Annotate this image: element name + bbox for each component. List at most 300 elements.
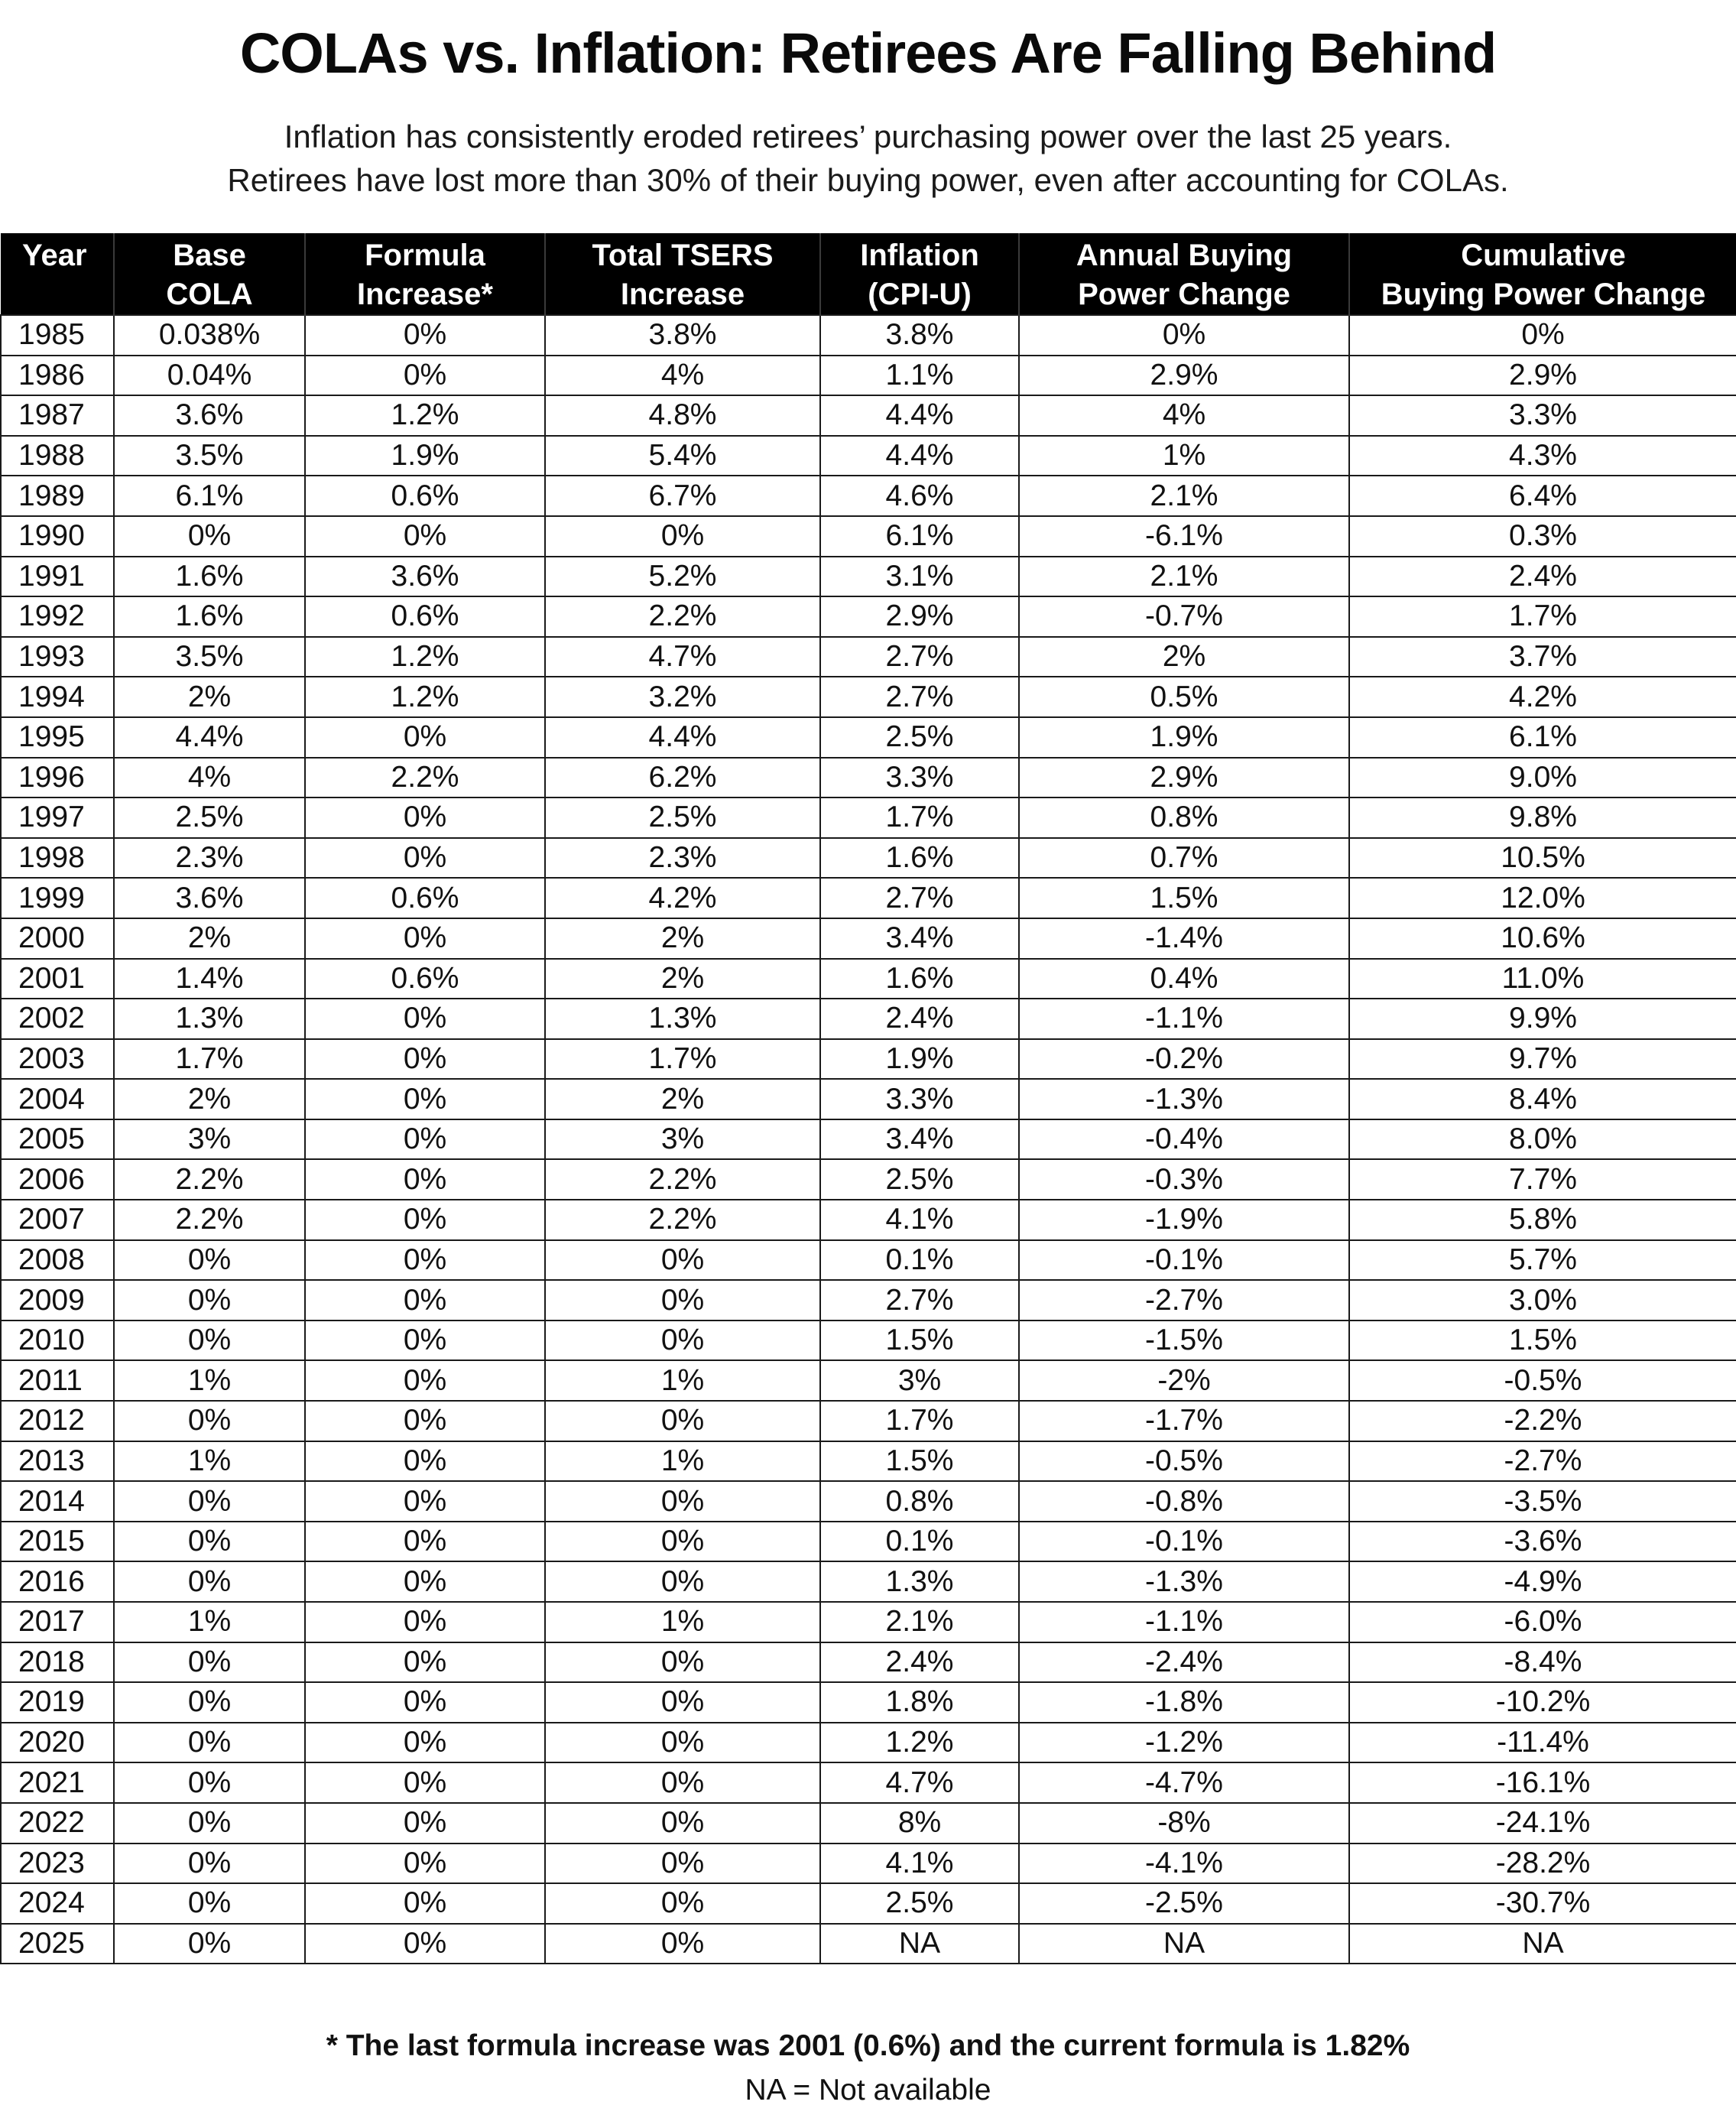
cell-inflation-cpi-u: 1.2% (820, 1723, 1019, 1763)
cell-inflation-cpi-u: 1.5% (820, 1321, 1019, 1361)
cell-formula-increase: 1.9% (305, 436, 545, 476)
cell-base-cola: 0% (114, 1561, 305, 1602)
cell-cumulative-buying-power-change: 4.3% (1349, 436, 1736, 476)
cell-total-tsers-increase: 4% (545, 356, 820, 396)
cell-inflation-cpi-u: 1.9% (820, 1039, 1019, 1080)
cell-annual-buying-power-change: -0.1% (1019, 1522, 1349, 1562)
cell-year: 1997 (1, 797, 114, 838)
cell-inflation-cpi-u: 0.1% (820, 1240, 1019, 1281)
cell-cumulative-buying-power-change: 12.0% (1349, 878, 1736, 918)
cell-base-cola: 0% (114, 1642, 305, 1683)
cell-cumulative-buying-power-change: 6.4% (1349, 476, 1736, 516)
cell-year: 2024 (1, 1883, 114, 1924)
cell-total-tsers-increase: 3.2% (545, 677, 820, 717)
cell-inflation-cpi-u: 4.4% (820, 436, 1019, 476)
cell-base-cola: 0% (114, 1883, 305, 1924)
cell-base-cola: 0% (114, 1280, 305, 1321)
cell-total-tsers-increase: 2% (545, 918, 820, 959)
table-row (1, 1200, 1736, 1240)
na-footnote: NA = Not available (745, 2074, 991, 2107)
table-row (1, 1280, 1736, 1321)
cell-total-tsers-increase: 0% (545, 1321, 820, 1361)
cell-year: 1986 (1, 356, 114, 396)
cell-base-cola: 1% (114, 1360, 305, 1401)
table-row (1, 1119, 1736, 1160)
cell-base-cola: 0% (114, 1762, 305, 1803)
cell-total-tsers-increase: 0% (545, 1401, 820, 1441)
cell-base-cola: 3% (114, 1119, 305, 1160)
cell-cumulative-buying-power-change: 8.0% (1349, 1119, 1736, 1160)
cell-annual-buying-power-change: 1.5% (1019, 878, 1349, 918)
column-header-inflation-cpi-u (820, 233, 1019, 315)
cell-inflation-cpi-u: 2.1% (820, 1602, 1019, 1642)
cell-year: 2008 (1, 1240, 114, 1281)
cell-annual-buying-power-change: -4.7% (1019, 1762, 1349, 1803)
subtitle-line-1: Inflation has consistently eroded retirees’ purchasing power over the last 25 years. (284, 119, 1452, 154)
cell-total-tsers-increase: 1% (545, 1602, 820, 1642)
column-header-line-2: COLA (166, 278, 253, 311)
cell-cumulative-buying-power-change: -16.1% (1349, 1762, 1736, 1803)
cell-base-cola: 3.6% (114, 878, 305, 918)
cell-base-cola: 0% (114, 1321, 305, 1361)
cell-cumulative-buying-power-change: 0.3% (1349, 516, 1736, 557)
cell-base-cola: 3.5% (114, 637, 305, 677)
cell-inflation-cpi-u: 1.8% (820, 1682, 1019, 1723)
cell-year: 1987 (1, 395, 114, 436)
cell-cumulative-buying-power-change: 5.8% (1349, 1200, 1736, 1240)
cell-inflation-cpi-u: 1.6% (820, 838, 1019, 879)
cell-base-cola: 3.6% (114, 395, 305, 436)
table-row (1, 838, 1736, 879)
cell-cumulative-buying-power-change: -8.4% (1349, 1642, 1736, 1683)
table-row (1, 1360, 1736, 1401)
cell-total-tsers-increase: 3.8% (545, 315, 820, 356)
cell-inflation-cpi-u: 2.5% (820, 717, 1019, 758)
column-header-cumulative-buying-power-change (1349, 233, 1736, 315)
cell-base-cola: 3.5% (114, 436, 305, 476)
column-header-line-2: (CPI-U) (868, 278, 972, 311)
table-row (1, 1481, 1736, 1522)
cell-total-tsers-increase: 2.5% (545, 797, 820, 838)
cell-total-tsers-increase: 2.2% (545, 596, 820, 637)
column-header-line-1: Cumulative (1461, 239, 1626, 272)
cell-base-cola: 2% (114, 677, 305, 717)
column-header-total-tsers-increase (545, 233, 820, 315)
cell-formula-increase: 0% (305, 1883, 545, 1924)
cell-total-tsers-increase: 2% (545, 1079, 820, 1119)
cell-cumulative-buying-power-change: -30.7% (1349, 1883, 1736, 1924)
cell-total-tsers-increase: 0% (545, 516, 820, 557)
cell-inflation-cpi-u: 3.4% (820, 918, 1019, 959)
cell-inflation-cpi-u: 2.5% (820, 1883, 1019, 1924)
cell-base-cola: 1.6% (114, 596, 305, 637)
table-row (1, 557, 1736, 597)
cell-total-tsers-increase: 1.3% (545, 999, 820, 1039)
cell-formula-increase: 0% (305, 1039, 545, 1080)
cell-cumulative-buying-power-change: -3.5% (1349, 1481, 1736, 1522)
cell-total-tsers-increase: 0% (545, 1280, 820, 1321)
cell-cumulative-buying-power-change: -0.5% (1349, 1360, 1736, 1401)
cell-inflation-cpi-u: 1.3% (820, 1561, 1019, 1602)
cell-cumulative-buying-power-change: 1.7% (1349, 596, 1736, 637)
cell-base-cola: 1.3% (114, 999, 305, 1039)
table-row (1, 1924, 1736, 1964)
cell-annual-buying-power-change: -1.9% (1019, 1200, 1349, 1240)
cell-annual-buying-power-change: -1.7% (1019, 1401, 1349, 1441)
cell-inflation-cpi-u: 2.4% (820, 1642, 1019, 1683)
cell-total-tsers-increase: 6.7% (545, 476, 820, 516)
table-row (1, 596, 1736, 637)
cell-annual-buying-power-change: 0.4% (1019, 959, 1349, 999)
table-row (1, 637, 1736, 677)
cell-cumulative-buying-power-change: 9.9% (1349, 999, 1736, 1039)
cell-formula-increase: 0% (305, 1602, 545, 1642)
cell-formula-increase: 0% (305, 1642, 545, 1683)
cell-annual-buying-power-change: -0.8% (1019, 1481, 1349, 1522)
cell-base-cola: 4.4% (114, 717, 305, 758)
cell-formula-increase: 0% (305, 797, 545, 838)
cell-inflation-cpi-u: 3.4% (820, 1119, 1019, 1160)
cell-annual-buying-power-change: -0.3% (1019, 1159, 1349, 1200)
cell-inflation-cpi-u: 2.9% (820, 596, 1019, 637)
column-header-line-2: Power Change (1078, 278, 1290, 311)
cell-inflation-cpi-u: 2.4% (820, 999, 1019, 1039)
cell-total-tsers-increase: 0% (545, 1642, 820, 1683)
cell-formula-increase: 0% (305, 1682, 545, 1723)
column-header-line-1: Annual Buying (1076, 239, 1293, 272)
table-row (1, 516, 1736, 557)
cell-total-tsers-increase: 0% (545, 1883, 820, 1924)
cell-year: 1993 (1, 637, 114, 677)
cell-inflation-cpi-u: 1.6% (820, 959, 1019, 999)
cell-year: 2015 (1, 1522, 114, 1562)
cell-annual-buying-power-change: -0.7% (1019, 596, 1349, 637)
cell-year: 1988 (1, 436, 114, 476)
cell-cumulative-buying-power-change: 3.7% (1349, 637, 1736, 677)
table-row (1, 1321, 1736, 1361)
cell-year: 1996 (1, 758, 114, 798)
cell-formula-increase: 0% (305, 1321, 545, 1361)
cell-base-cola: 0% (114, 1401, 305, 1441)
cell-formula-increase: 0% (305, 1924, 545, 1964)
cell-year: 2006 (1, 1159, 114, 1200)
table-row (1, 1401, 1736, 1441)
cell-cumulative-buying-power-change: 0% (1349, 315, 1736, 356)
cell-cumulative-buying-power-change: 3.3% (1349, 395, 1736, 436)
cell-inflation-cpi-u: 2.7% (820, 637, 1019, 677)
cell-annual-buying-power-change: -1.1% (1019, 999, 1349, 1039)
cell-inflation-cpi-u: 8% (820, 1803, 1019, 1844)
cell-year: 2019 (1, 1682, 114, 1723)
cell-formula-increase: 0% (305, 1803, 545, 1844)
cell-annual-buying-power-change: 0.5% (1019, 677, 1349, 717)
cell-inflation-cpi-u: 1.7% (820, 1401, 1019, 1441)
table-row (1, 1039, 1736, 1080)
cell-base-cola: 2.2% (114, 1200, 305, 1240)
cell-year: 2016 (1, 1561, 114, 1602)
cell-annual-buying-power-change: -1.3% (1019, 1079, 1349, 1119)
cell-formula-increase: 0% (305, 356, 545, 396)
cell-cumulative-buying-power-change: 9.0% (1349, 758, 1736, 798)
cell-inflation-cpi-u: 4.4% (820, 395, 1019, 436)
cell-total-tsers-increase: 0% (545, 1682, 820, 1723)
cell-cumulative-buying-power-change: 10.5% (1349, 838, 1736, 879)
cell-annual-buying-power-change: 4% (1019, 395, 1349, 436)
cell-base-cola: 0% (114, 1682, 305, 1723)
subtitle-line-2: Retirees have lost more than 30% of their buying power, even after accounting for COLAs. (227, 162, 1509, 198)
cell-cumulative-buying-power-change: -2.7% (1349, 1441, 1736, 1482)
cell-inflation-cpi-u: 2.5% (820, 1159, 1019, 1200)
cell-total-tsers-increase: 0% (545, 1561, 820, 1602)
cell-cumulative-buying-power-change: 2.4% (1349, 557, 1736, 597)
cell-formula-increase: 0.6% (305, 959, 545, 999)
cell-cumulative-buying-power-change: 7.7% (1349, 1159, 1736, 1200)
table-row (1, 797, 1736, 838)
cell-formula-increase: 0% (305, 838, 545, 879)
cell-base-cola: 0% (114, 1522, 305, 1562)
table-row (1, 1079, 1736, 1119)
cell-formula-increase: 0% (305, 1844, 545, 1884)
table-row (1, 1723, 1736, 1763)
table-row (1, 1159, 1736, 1200)
cell-inflation-cpi-u: 3.8% (820, 315, 1019, 356)
cell-annual-buying-power-change: -2% (1019, 1360, 1349, 1401)
cell-formula-increase: 0% (305, 1280, 545, 1321)
cell-annual-buying-power-change: -1.1% (1019, 1602, 1349, 1642)
cell-cumulative-buying-power-change: 10.6% (1349, 918, 1736, 959)
cell-year: 2009 (1, 1280, 114, 1321)
table-row (1, 918, 1736, 959)
table-row (1, 356, 1736, 396)
cell-year: 1989 (1, 476, 114, 516)
cell-annual-buying-power-change: 2% (1019, 637, 1349, 677)
cell-total-tsers-increase: 0% (545, 1481, 820, 1522)
table-row (1, 1642, 1736, 1683)
cell-formula-increase: 0.6% (305, 596, 545, 637)
cell-base-cola: 0% (114, 1723, 305, 1763)
column-header-line-1: Total TSERS (592, 239, 774, 272)
cell-formula-increase: 0% (305, 717, 545, 758)
cell-annual-buying-power-change: 0% (1019, 315, 1349, 356)
table-row (1, 476, 1736, 516)
cell-inflation-cpi-u: 0.1% (820, 1522, 1019, 1562)
cell-total-tsers-increase: 4.8% (545, 395, 820, 436)
cell-base-cola: 2.3% (114, 838, 305, 879)
cell-annual-buying-power-change: -2.5% (1019, 1883, 1349, 1924)
cell-year: 2011 (1, 1360, 114, 1401)
cell-formula-increase: 0% (305, 1762, 545, 1803)
column-header-base-cola (114, 233, 305, 315)
table-row (1, 315, 1736, 356)
cell-cumulative-buying-power-change: 3.0% (1349, 1280, 1736, 1321)
cell-cumulative-buying-power-change: -11.4% (1349, 1723, 1736, 1763)
cell-inflation-cpi-u: 1.5% (820, 1441, 1019, 1482)
cell-total-tsers-increase: 3% (545, 1119, 820, 1160)
cell-cumulative-buying-power-change: -3.6% (1349, 1522, 1736, 1562)
cell-annual-buying-power-change: -0.1% (1019, 1240, 1349, 1281)
cell-cumulative-buying-power-change: -2.2% (1349, 1401, 1736, 1441)
cell-cumulative-buying-power-change: 2.9% (1349, 356, 1736, 396)
cell-year: 1990 (1, 516, 114, 557)
cell-total-tsers-increase: 0% (545, 1762, 820, 1803)
table-row (1, 395, 1736, 436)
cell-total-tsers-increase: 1% (545, 1360, 820, 1401)
cell-inflation-cpi-u: 0.8% (820, 1481, 1019, 1522)
cell-inflation-cpi-u: 3.1% (820, 557, 1019, 597)
cell-year: 2025 (1, 1924, 114, 1964)
cell-year: 1999 (1, 878, 114, 918)
cell-total-tsers-increase: 0% (545, 1803, 820, 1844)
cell-base-cola: 2% (114, 1079, 305, 1119)
cell-annual-buying-power-change: -1.4% (1019, 918, 1349, 959)
cell-base-cola: 1.4% (114, 959, 305, 999)
cell-year: 2003 (1, 1039, 114, 1080)
table-row (1, 677, 1736, 717)
cell-total-tsers-increase: 1.7% (545, 1039, 820, 1080)
cell-total-tsers-increase: 0% (545, 1723, 820, 1763)
cell-total-tsers-increase: 0% (545, 1522, 820, 1562)
cell-inflation-cpi-u: 2.7% (820, 878, 1019, 918)
cell-formula-increase: 0% (305, 1723, 545, 1763)
cell-inflation-cpi-u: 4.1% (820, 1844, 1019, 1884)
table-row (1, 1522, 1736, 1562)
cell-annual-buying-power-change: -2.4% (1019, 1642, 1349, 1683)
cell-year: 2018 (1, 1642, 114, 1683)
column-header-line-1: Formula (365, 239, 485, 272)
table-row (1, 1883, 1736, 1924)
cell-base-cola: 0% (114, 1803, 305, 1844)
cell-formula-increase: 2.2% (305, 758, 545, 798)
cell-annual-buying-power-change: 2.1% (1019, 557, 1349, 597)
cell-base-cola: 4% (114, 758, 305, 798)
cell-formula-increase: 0% (305, 1561, 545, 1602)
cell-annual-buying-power-change: -0.4% (1019, 1119, 1349, 1160)
cell-formula-increase: 0% (305, 1079, 545, 1119)
cell-total-tsers-increase: 5.2% (545, 557, 820, 597)
cell-total-tsers-increase: 5.4% (545, 436, 820, 476)
cell-inflation-cpi-u: 2.7% (820, 677, 1019, 717)
cell-annual-buying-power-change: -0.2% (1019, 1039, 1349, 1080)
cell-total-tsers-increase: 2% (545, 959, 820, 999)
table-row (1, 1803, 1736, 1844)
cell-formula-increase: 1.2% (305, 395, 545, 436)
cell-base-cola: 2.5% (114, 797, 305, 838)
cell-total-tsers-increase: 6.2% (545, 758, 820, 798)
cell-base-cola: 0% (114, 1924, 305, 1964)
cell-year: 2007 (1, 1200, 114, 1240)
column-header-line-1: Base (173, 239, 246, 272)
cell-formula-increase: 0% (305, 1441, 545, 1482)
cell-total-tsers-increase: 2.2% (545, 1200, 820, 1240)
cell-year: 2005 (1, 1119, 114, 1160)
cell-base-cola: 0.038% (114, 315, 305, 356)
column-header-line-1: Inflation (860, 239, 979, 272)
table-body (1, 315, 1736, 1964)
cell-formula-increase: 1.2% (305, 677, 545, 717)
cell-year: 1998 (1, 838, 114, 879)
table-row (1, 1844, 1736, 1884)
cell-cumulative-buying-power-change: -6.0% (1349, 1602, 1736, 1642)
cell-annual-buying-power-change: -8% (1019, 1803, 1349, 1844)
cell-year: 2014 (1, 1481, 114, 1522)
cell-annual-buying-power-change: -1.3% (1019, 1561, 1349, 1602)
cell-annual-buying-power-change: 2.9% (1019, 356, 1349, 396)
cell-formula-increase: 0.6% (305, 878, 545, 918)
cell-inflation-cpi-u: 1.1% (820, 356, 1019, 396)
cell-year: 1995 (1, 717, 114, 758)
cell-year: 2001 (1, 959, 114, 999)
cell-base-cola: 1% (114, 1441, 305, 1482)
cell-year: 2022 (1, 1803, 114, 1844)
cell-cumulative-buying-power-change: 1.5% (1349, 1321, 1736, 1361)
cell-formula-increase: 0% (305, 918, 545, 959)
cell-formula-increase: 0% (305, 1200, 545, 1240)
cell-base-cola: 0% (114, 1844, 305, 1884)
cell-formula-increase: 0% (305, 1360, 545, 1401)
cell-total-tsers-increase: 0% (545, 1924, 820, 1964)
cell-cumulative-buying-power-change: -4.9% (1349, 1561, 1736, 1602)
cell-year: 2004 (1, 1079, 114, 1119)
cell-formula-increase: 0.6% (305, 476, 545, 516)
cell-base-cola: 0% (114, 1240, 305, 1281)
cell-annual-buying-power-change: -1.2% (1019, 1723, 1349, 1763)
cell-cumulative-buying-power-change: 5.7% (1349, 1240, 1736, 1281)
cell-total-tsers-increase: 0% (545, 1844, 820, 1884)
cell-annual-buying-power-change: -2.7% (1019, 1280, 1349, 1321)
table-row (1, 959, 1736, 999)
cell-formula-increase: 3.6% (305, 557, 545, 597)
cell-base-cola: 1% (114, 1602, 305, 1642)
cell-cumulative-buying-power-change: -10.2% (1349, 1682, 1736, 1723)
column-header-line-2: Buying Power Change (1381, 278, 1706, 311)
cell-total-tsers-increase: 4.2% (545, 878, 820, 918)
cell-total-tsers-increase: 2.3% (545, 838, 820, 879)
page-title: COLAs vs. Inflation: Retirees Are Falling Behind (239, 21, 1497, 85)
cell-base-cola: 2% (114, 918, 305, 959)
table-row (1, 1441, 1736, 1482)
cell-formula-increase: 0% (305, 1401, 545, 1441)
table-row (1, 1602, 1736, 1642)
subtitle (0, 115, 1736, 202)
table-row (1, 999, 1736, 1039)
cell-formula-increase: 0% (305, 1159, 545, 1200)
cell-annual-buying-power-change: 2.1% (1019, 476, 1349, 516)
cell-annual-buying-power-change: NA (1019, 1924, 1349, 1964)
cell-year: 1992 (1, 596, 114, 637)
cell-formula-increase: 0% (305, 1522, 545, 1562)
cell-annual-buying-power-change: 0.8% (1019, 797, 1349, 838)
cell-cumulative-buying-power-change: 9.7% (1349, 1039, 1736, 1080)
table-row (1, 758, 1736, 798)
column-header-line-1: Year (22, 239, 87, 272)
cell-annual-buying-power-change: -1.5% (1019, 1321, 1349, 1361)
cell-total-tsers-increase: 1% (545, 1441, 820, 1482)
cell-inflation-cpi-u: NA (820, 1924, 1019, 1964)
cell-formula-increase: 0% (305, 315, 545, 356)
column-header-line-2: Increase* (357, 278, 493, 311)
table-row (1, 1682, 1736, 1723)
cell-cumulative-buying-power-change: 9.8% (1349, 797, 1736, 838)
cell-base-cola: 6.1% (114, 476, 305, 516)
cell-base-cola: 0% (114, 516, 305, 557)
cell-cumulative-buying-power-change: -24.1% (1349, 1803, 1736, 1844)
table-row (1, 436, 1736, 476)
cell-annual-buying-power-change: 2.9% (1019, 758, 1349, 798)
column-header-year (1, 233, 114, 315)
table-row (1, 878, 1736, 918)
column-header-line-2: Increase (620, 278, 745, 311)
cell-formula-increase: 0% (305, 999, 545, 1039)
